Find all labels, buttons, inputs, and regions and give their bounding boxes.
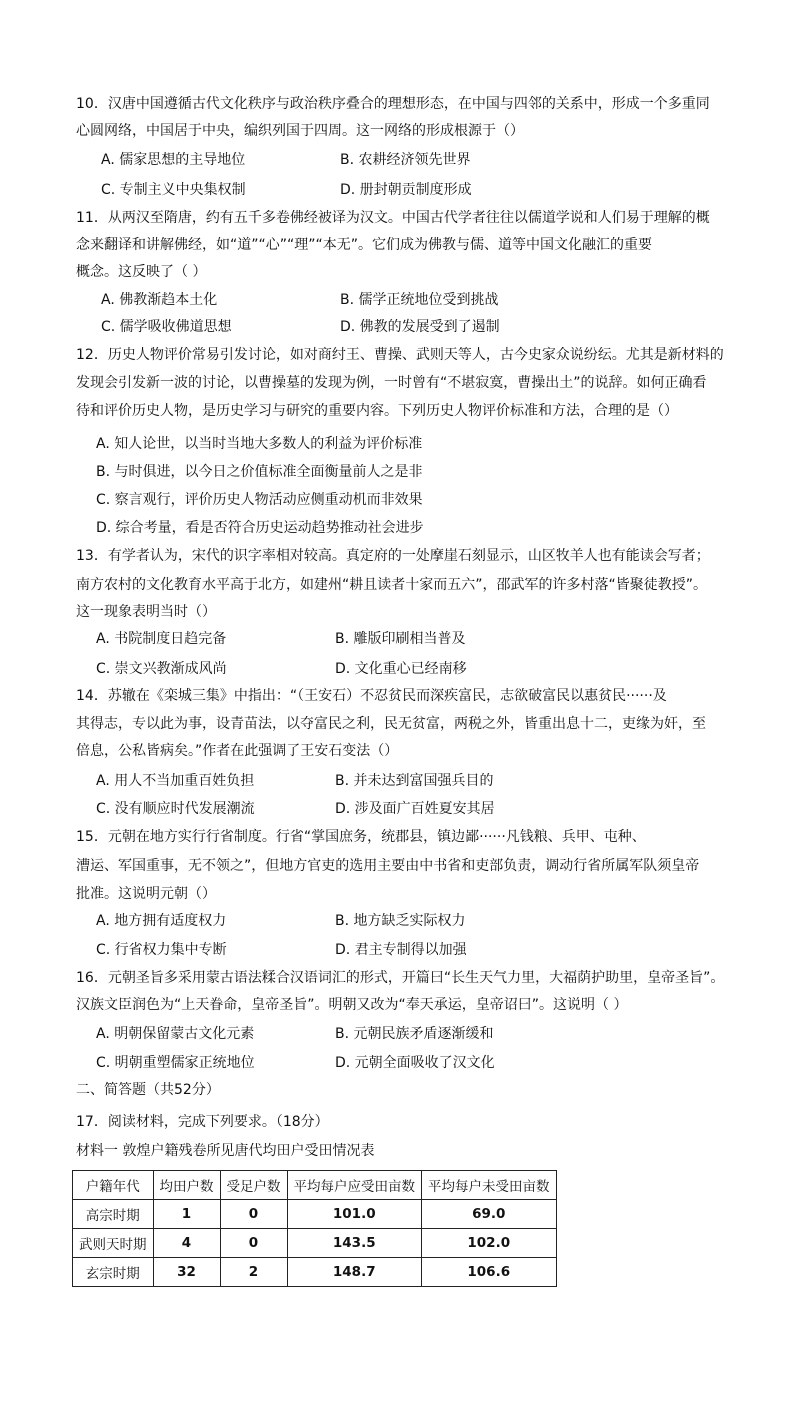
question-14-line-2: 其得志，专以此为事，设青苗法，以夺富民之利，民无贫富，两税之外，皆重出息十二，吏缘为奸，至 — [76, 716, 706, 732]
question-13-option-c: C. 崇文兴教渐成风尚 — [96, 661, 227, 677]
table-cell: 101.0 — [287, 1200, 422, 1229]
land-allocation-table — [72, 1170, 557, 1287]
question-13-line-2: 南方农村的文化教育水平高于北方，如建州“耕且读者十家而五六”，邵武军的许多村落“皆聚徒教授”。 — [76, 577, 708, 593]
material-title: 材料一 敦煌户籍残卷所见唐代均田户受田情况表 — [76, 1143, 375, 1159]
question-16-option-d: D. 元朝全面吸收了汉文化 — [335, 1055, 495, 1071]
table-cell: 玄宗时期 — [73, 1258, 154, 1287]
question-12-line-1: 12．历史人物评价常易引发讨论，如对商纣王、曹操、武则天等人，古今史家众说纷纭。尤其是新材料的 — [76, 347, 724, 363]
question-16-option-b: B. 元朝民族矛盾逐渐缓和 — [335, 1026, 494, 1042]
question-12-option-b: B. 与时俱进，以今日之价值标准全面衡量前人之是非 — [96, 464, 423, 480]
table-cell: 0 — [220, 1229, 287, 1258]
table-cell: 143.5 — [287, 1229, 422, 1258]
table-row — [73, 1200, 557, 1229]
question-12-option-c: C. 察言观行，评价历史人物活动应侧重动机而非效果 — [96, 492, 423, 508]
table-cell: 1 — [153, 1200, 220, 1229]
question-10-line-2: 心圆网络，中国居于中央，编织列国于四周。这一网络的形成根源于（） — [76, 123, 524, 139]
table-cell: 4 — [153, 1229, 220, 1258]
section-heading: 二、简答题（共52分） — [76, 1082, 220, 1098]
question-10-option-a: A. 儒家思想的主导地位 — [101, 152, 246, 168]
question-10-line-1: 10．汉唐中国遵循古代文化秩序与政治秩序叠合的理想形态，在中国与四邻的关系中，形成一个多重同 — [76, 96, 710, 112]
table-cell: 32 — [153, 1258, 220, 1287]
question-13-line-1: 13．有学者认为，宋代的识字率相对较高。真定府的一处摩崖石刻显示，山区牧羊人也有能读会写者； — [76, 548, 710, 564]
question-15-line-2: 漕运、军国重事，无不领之”，但地方官吏的选用主要由中书省和吏部负责，调动行省所属军队须皇帝 — [76, 858, 700, 874]
table-header-cell: 户籍年代 — [73, 1171, 154, 1200]
question-15-option-d: D. 君主专制得以加强 — [335, 942, 467, 958]
question-12-option-d: D. 综合考量，看是否符合历史运动趋势推动社会进步 — [96, 520, 424, 536]
question-14-line-3: 倍息，公私皆病矣。”作者在此强调了王安石变法（） — [76, 743, 399, 759]
question-15-option-b: B. 地方缺乏实际权力 — [335, 913, 466, 929]
question-10-option-d: D. 册封朝贡制度形成 — [340, 182, 472, 198]
question-14-option-a: A. 用人不当加重百姓负担 — [96, 773, 255, 789]
question-12-line-2: 发现会引发新一波的讨论，以曹操墓的发现为例，一时曾有“不堪寂寞，曹操出土”的说辞。如何正确看 — [76, 375, 707, 391]
table-header-cell: 受足户数 — [220, 1171, 287, 1200]
table-cell: 武则天时期 — [73, 1229, 154, 1258]
question-14-line-1: 14．苏辙在《栾城三集》中指出：“（王安石）不忍贫民而深疾富民，志欲破富民以惠贫民······及 — [76, 688, 667, 704]
question-14-option-c: C. 没有顺应时代发展潮流 — [96, 801, 255, 817]
table-header-cell: 平均每户应受田亩数 — [287, 1171, 422, 1200]
question-10-option-b: B. 农耕经济领先世界 — [340, 152, 471, 168]
table-cell: 69.0 — [422, 1200, 557, 1229]
question-12-option-a: A. 知人论世，以当时当地大多数人的利益为评价标准 — [96, 436, 423, 452]
question-16-option-a: A. 明朝保留蒙古文化元素 — [96, 1026, 255, 1042]
question-12-line-3: 待和评价历史人物，是历史学习与研究的重要内容。下列历史人物评价标准和方法，合理的是（） — [76, 403, 678, 419]
table-row — [73, 1258, 557, 1287]
table-header-row — [73, 1171, 557, 1200]
question-13-option-d: D. 文化重心已经南移 — [335, 661, 467, 677]
table-cell: 0 — [220, 1200, 287, 1229]
question-11-option-c: C. 儒学吸收佛道思想 — [101, 319, 232, 335]
table-cell: 148.7 — [287, 1258, 422, 1287]
question-15-line-3: 批准。这说明元朝（） — [76, 886, 216, 902]
table-cell: 106.6 — [422, 1258, 557, 1287]
question-13-option-a: A. 书院制度日趋完备 — [96, 631, 227, 647]
question-13-option-b: B. 雕版印刷相当普及 — [335, 631, 466, 647]
question-11-option-a: A. 佛教渐趋本土化 — [101, 292, 218, 308]
question-16-option-c: C. 明朝重塑儒家正统地位 — [96, 1055, 255, 1071]
question-17-line-1: 17．阅读材料，完成下列要求。（18分） — [76, 1114, 329, 1130]
table-cell: 高宗时期 — [73, 1200, 154, 1229]
question-11-option-b: B. 儒学正统地位受到挑战 — [340, 292, 499, 308]
question-14-option-b: B. 并未达到富国强兵目的 — [335, 773, 494, 789]
question-11-line-2: 念来翻译和讲解佛经，如“道”“心”“理”“本无”。它们成为佛教与儒、道等中国文化融汇的重要 — [76, 237, 653, 253]
question-15-line-1: 15．元朝在地方实行行省制度。行省“掌国庶务，统郡县，镇边鄙······凡钱粮、兵甲、屯种、 — [76, 829, 646, 845]
question-11-line-3: 概念。这反映了（ ） — [76, 264, 207, 280]
question-15-option-a: A. 地方拥有适度权力 — [96, 913, 227, 929]
question-14-option-d: D. 涉及面广百姓夏安其居 — [335, 801, 495, 817]
table-row — [73, 1229, 557, 1258]
question-10-option-c: C. 专制主义中央集权制 — [101, 182, 246, 198]
question-11-line-1: 11．从两汉至隋唐，约有五千多卷佛经被译为汉文。中国古代学者往往以儒道学说和人们易于理解的概 — [76, 210, 710, 226]
table-cell: 2 — [220, 1258, 287, 1287]
question-13-line-3: 这一现象表明当时（） — [76, 604, 216, 620]
question-16-line-1: 16．元朝圣旨多采用蒙古语法糅合汉语词汇的形式，开篇曰“长生天气力里，大福荫护助里，皇帝圣旨”。 — [76, 970, 725, 986]
question-15-option-c: C. 行省权力集中专断 — [96, 942, 227, 958]
question-11-option-d: D. 佛教的发展受到了遏制 — [340, 319, 500, 335]
question-16-line-2: 汉族文臣润色为“上天眷命，皇帝圣旨”。明朝又改为“奉天承运，皇帝诏曰”。这说明（ ） — [76, 997, 628, 1013]
table-header-cell: 平均每户未受田亩数 — [422, 1171, 557, 1200]
table-cell: 102.0 — [422, 1229, 557, 1258]
table-header-cell: 均田户数 — [153, 1171, 220, 1200]
